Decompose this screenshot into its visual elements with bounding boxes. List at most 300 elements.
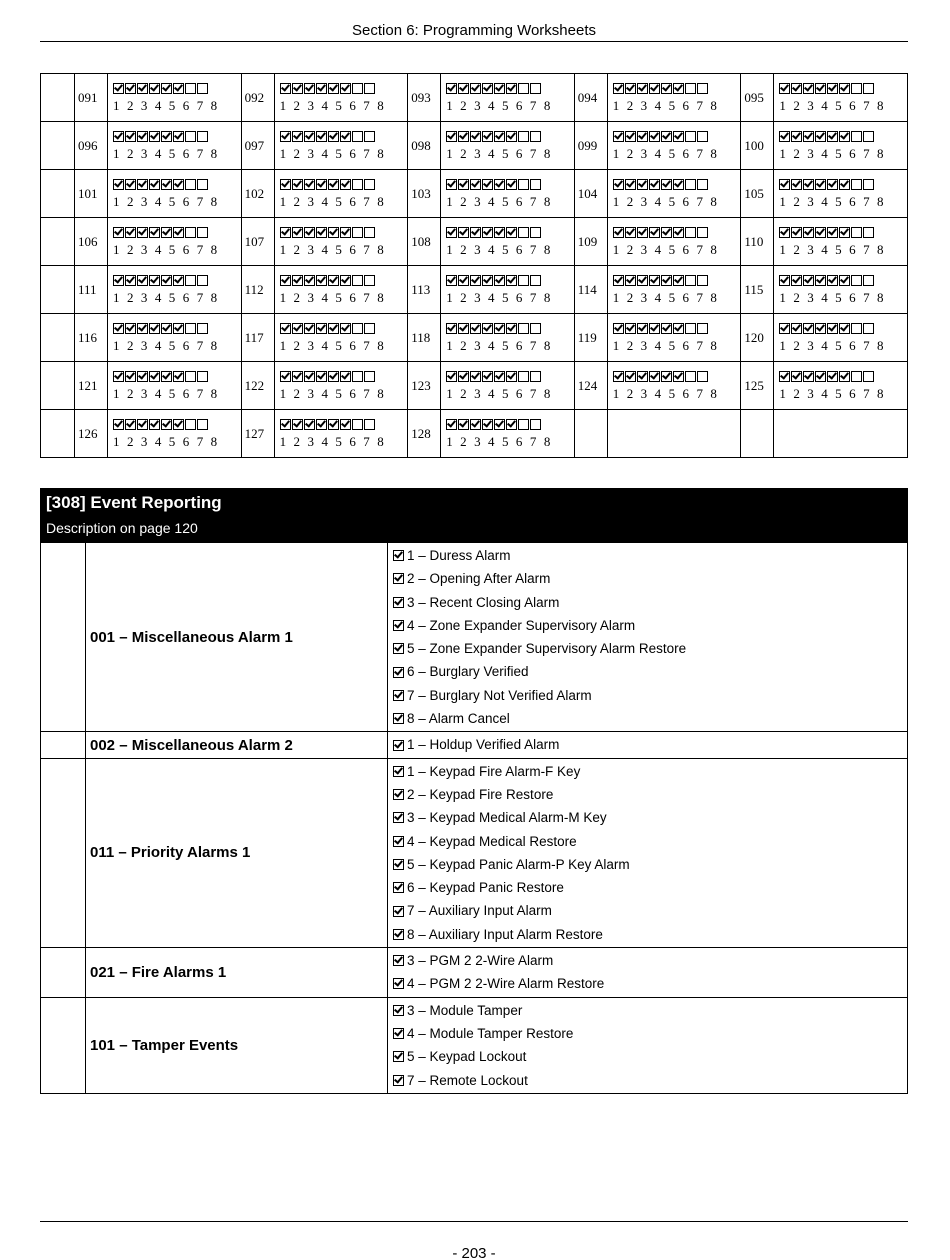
checked-box-icon[interactable] — [779, 371, 790, 382]
unchecked-box-icon[interactable] — [530, 419, 541, 430]
unchecked-box-icon[interactable] — [518, 131, 529, 142]
checked-box-icon[interactable] — [149, 419, 160, 430]
checked-box-icon[interactable] — [649, 275, 660, 286]
checked-box-icon[interactable] — [292, 275, 303, 286]
checked-box-icon[interactable] — [625, 323, 636, 334]
checked-box-icon[interactable] — [280, 227, 291, 238]
checked-box-icon[interactable] — [137, 227, 148, 238]
checked-box-icon[interactable] — [827, 275, 838, 286]
unchecked-box-icon[interactable] — [685, 323, 696, 334]
checked-box-icon[interactable] — [149, 83, 160, 94]
checked-box-icon[interactable] — [458, 83, 469, 94]
checked-box-icon[interactable] — [393, 620, 404, 631]
checked-box-icon[interactable] — [637, 179, 648, 190]
checked-box-icon[interactable] — [328, 419, 339, 430]
checked-box-icon[interactable] — [292, 371, 303, 382]
checked-box-icon[interactable] — [292, 179, 303, 190]
unchecked-box-icon[interactable] — [697, 371, 708, 382]
unchecked-box-icon[interactable] — [352, 179, 363, 190]
checked-box-icon[interactable] — [815, 131, 826, 142]
checked-box-icon[interactable] — [393, 1075, 404, 1086]
checked-box-icon[interactable] — [393, 859, 404, 870]
checked-box-icon[interactable] — [803, 323, 814, 334]
checked-box-icon[interactable] — [340, 179, 351, 190]
checked-box-icon[interactable] — [280, 83, 291, 94]
checked-box-icon[interactable] — [125, 179, 136, 190]
checked-box-icon[interactable] — [125, 227, 136, 238]
checked-box-icon[interactable] — [637, 371, 648, 382]
unchecked-box-icon[interactable] — [197, 83, 208, 94]
checked-box-icon[interactable] — [637, 323, 648, 334]
unchecked-box-icon[interactable] — [685, 83, 696, 94]
checked-box-icon[interactable] — [113, 179, 124, 190]
checked-box-icon[interactable] — [506, 371, 517, 382]
checked-box-icon[interactable] — [125, 131, 136, 142]
checked-box-icon[interactable] — [827, 83, 838, 94]
checked-box-icon[interactable] — [827, 179, 838, 190]
checked-box-icon[interactable] — [506, 131, 517, 142]
checked-box-icon[interactable] — [803, 371, 814, 382]
checked-box-icon[interactable] — [161, 323, 172, 334]
checked-box-icon[interactable] — [340, 227, 351, 238]
checked-box-icon[interactable] — [791, 179, 802, 190]
checked-box-icon[interactable] — [779, 275, 790, 286]
checked-box-icon[interactable] — [470, 227, 481, 238]
checked-box-icon[interactable] — [328, 227, 339, 238]
unchecked-box-icon[interactable] — [697, 323, 708, 334]
unchecked-box-icon[interactable] — [863, 83, 874, 94]
checked-box-icon[interactable] — [161, 131, 172, 142]
unchecked-box-icon[interactable] — [697, 131, 708, 142]
checked-box-icon[interactable] — [328, 131, 339, 142]
checked-box-icon[interactable] — [137, 131, 148, 142]
checked-box-icon[interactable] — [613, 131, 624, 142]
checked-box-icon[interactable] — [613, 275, 624, 286]
checked-box-icon[interactable] — [393, 713, 404, 724]
checked-box-icon[interactable] — [661, 371, 672, 382]
checked-box-icon[interactable] — [649, 83, 660, 94]
unchecked-box-icon[interactable] — [697, 83, 708, 94]
checked-box-icon[interactable] — [613, 83, 624, 94]
checked-box-icon[interactable] — [125, 419, 136, 430]
checked-box-icon[interactable] — [280, 323, 291, 334]
unchecked-box-icon[interactable] — [185, 83, 196, 94]
unchecked-box-icon[interactable] — [530, 227, 541, 238]
checked-box-icon[interactable] — [482, 275, 493, 286]
checked-box-icon[interactable] — [161, 83, 172, 94]
checked-box-icon[interactable] — [149, 371, 160, 382]
checked-box-icon[interactable] — [839, 83, 850, 94]
checked-box-icon[interactable] — [470, 83, 481, 94]
checked-box-icon[interactable] — [506, 83, 517, 94]
unchecked-box-icon[interactable] — [197, 275, 208, 286]
checked-box-icon[interactable] — [304, 131, 315, 142]
checked-box-icon[interactable] — [637, 227, 648, 238]
unchecked-box-icon[interactable] — [197, 419, 208, 430]
checked-box-icon[interactable] — [125, 323, 136, 334]
unchecked-box-icon[interactable] — [185, 179, 196, 190]
checked-box-icon[interactable] — [815, 323, 826, 334]
unchecked-box-icon[interactable] — [518, 323, 529, 334]
checked-box-icon[interactable] — [673, 371, 684, 382]
checked-box-icon[interactable] — [316, 83, 327, 94]
unchecked-box-icon[interactable] — [851, 371, 862, 382]
checked-box-icon[interactable] — [173, 83, 184, 94]
checked-box-icon[interactable] — [839, 275, 850, 286]
checked-box-icon[interactable] — [803, 275, 814, 286]
checked-box-icon[interactable] — [494, 419, 505, 430]
unchecked-box-icon[interactable] — [518, 179, 529, 190]
checked-box-icon[interactable] — [839, 323, 850, 334]
checked-box-icon[interactable] — [316, 371, 327, 382]
checked-box-icon[interactable] — [304, 371, 315, 382]
unchecked-box-icon[interactable] — [851, 227, 862, 238]
checked-box-icon[interactable] — [470, 371, 481, 382]
checked-box-icon[interactable] — [661, 179, 672, 190]
checked-box-icon[interactable] — [316, 227, 327, 238]
checked-box-icon[interactable] — [113, 131, 124, 142]
unchecked-box-icon[interactable] — [685, 371, 696, 382]
checked-box-icon[interactable] — [506, 179, 517, 190]
checked-box-icon[interactable] — [328, 371, 339, 382]
checked-box-icon[interactable] — [316, 179, 327, 190]
checked-box-icon[interactable] — [815, 227, 826, 238]
checked-box-icon[interactable] — [815, 275, 826, 286]
checked-box-icon[interactable] — [292, 83, 303, 94]
checked-box-icon[interactable] — [125, 275, 136, 286]
checked-box-icon[interactable] — [161, 227, 172, 238]
checked-box-icon[interactable] — [393, 550, 404, 561]
checked-box-icon[interactable] — [779, 83, 790, 94]
unchecked-box-icon[interactable] — [851, 323, 862, 334]
checked-box-icon[interactable] — [113, 275, 124, 286]
checked-box-icon[interactable] — [340, 83, 351, 94]
checked-box-icon[interactable] — [482, 419, 493, 430]
checked-box-icon[interactable] — [637, 275, 648, 286]
checked-box-icon[interactable] — [137, 371, 148, 382]
unchecked-box-icon[interactable] — [863, 131, 874, 142]
checked-box-icon[interactable] — [458, 419, 469, 430]
checked-box-icon[interactable] — [625, 131, 636, 142]
unchecked-box-icon[interactable] — [352, 275, 363, 286]
unchecked-box-icon[interactable] — [518, 83, 529, 94]
checked-box-icon[interactable] — [125, 83, 136, 94]
checked-box-icon[interactable] — [173, 179, 184, 190]
checked-box-icon[interactable] — [791, 227, 802, 238]
checked-box-icon[interactable] — [506, 275, 517, 286]
unchecked-box-icon[interactable] — [685, 131, 696, 142]
checked-box-icon[interactable] — [280, 179, 291, 190]
checked-box-icon[interactable] — [137, 179, 148, 190]
unchecked-box-icon[interactable] — [352, 83, 363, 94]
unchecked-box-icon[interactable] — [851, 83, 862, 94]
checked-box-icon[interactable] — [803, 179, 814, 190]
unchecked-box-icon[interactable] — [685, 179, 696, 190]
checked-box-icon[interactable] — [779, 323, 790, 334]
checked-box-icon[interactable] — [137, 323, 148, 334]
unchecked-box-icon[interactable] — [364, 419, 375, 430]
unchecked-box-icon[interactable] — [518, 227, 529, 238]
unchecked-box-icon[interactable] — [364, 83, 375, 94]
checked-box-icon[interactable] — [113, 419, 124, 430]
checked-box-icon[interactable] — [446, 131, 457, 142]
checked-box-icon[interactable] — [625, 227, 636, 238]
unchecked-box-icon[interactable] — [197, 371, 208, 382]
checked-box-icon[interactable] — [625, 179, 636, 190]
checked-box-icon[interactable] — [446, 83, 457, 94]
checked-box-icon[interactable] — [393, 812, 404, 823]
checked-box-icon[interactable] — [173, 131, 184, 142]
unchecked-box-icon[interactable] — [530, 371, 541, 382]
checked-box-icon[interactable] — [625, 83, 636, 94]
checked-box-icon[interactable] — [304, 275, 315, 286]
checked-box-icon[interactable] — [839, 371, 850, 382]
checked-box-icon[interactable] — [292, 227, 303, 238]
checked-box-icon[interactable] — [482, 227, 493, 238]
checked-box-icon[interactable] — [161, 419, 172, 430]
checked-box-icon[interactable] — [470, 179, 481, 190]
checked-box-icon[interactable] — [393, 690, 404, 701]
checked-box-icon[interactable] — [173, 275, 184, 286]
checked-box-icon[interactable] — [393, 643, 404, 654]
checked-box-icon[interactable] — [149, 275, 160, 286]
checked-box-icon[interactable] — [779, 131, 790, 142]
unchecked-box-icon[interactable] — [185, 227, 196, 238]
checked-box-icon[interactable] — [827, 323, 838, 334]
unchecked-box-icon[interactable] — [364, 131, 375, 142]
checked-box-icon[interactable] — [839, 227, 850, 238]
unchecked-box-icon[interactable] — [697, 227, 708, 238]
checked-box-icon[interactable] — [779, 227, 790, 238]
checked-box-icon[interactable] — [506, 323, 517, 334]
checked-box-icon[interactable] — [149, 131, 160, 142]
checked-box-icon[interactable] — [113, 227, 124, 238]
checked-box-icon[interactable] — [316, 323, 327, 334]
unchecked-box-icon[interactable] — [185, 323, 196, 334]
checked-box-icon[interactable] — [637, 83, 648, 94]
checked-box-icon[interactable] — [161, 371, 172, 382]
checked-box-icon[interactable] — [393, 955, 404, 966]
unchecked-box-icon[interactable] — [352, 227, 363, 238]
checked-box-icon[interactable] — [173, 419, 184, 430]
unchecked-box-icon[interactable] — [518, 371, 529, 382]
checked-box-icon[interactable] — [280, 419, 291, 430]
unchecked-box-icon[interactable] — [518, 419, 529, 430]
checked-box-icon[interactable] — [482, 323, 493, 334]
checked-box-icon[interactable] — [446, 275, 457, 286]
checked-box-icon[interactable] — [149, 227, 160, 238]
checked-box-icon[interactable] — [613, 179, 624, 190]
unchecked-box-icon[interactable] — [863, 371, 874, 382]
checked-box-icon[interactable] — [661, 227, 672, 238]
checked-box-icon[interactable] — [458, 179, 469, 190]
unchecked-box-icon[interactable] — [530, 179, 541, 190]
unchecked-box-icon[interactable] — [197, 227, 208, 238]
checked-box-icon[interactable] — [815, 83, 826, 94]
unchecked-box-icon[interactable] — [364, 227, 375, 238]
checked-box-icon[interactable] — [506, 419, 517, 430]
checked-box-icon[interactable] — [494, 275, 505, 286]
checked-box-icon[interactable] — [304, 419, 315, 430]
checked-box-icon[interactable] — [316, 131, 327, 142]
checked-box-icon[interactable] — [494, 371, 505, 382]
unchecked-box-icon[interactable] — [863, 179, 874, 190]
checked-box-icon[interactable] — [446, 419, 457, 430]
checked-box-icon[interactable] — [393, 740, 404, 751]
checked-box-icon[interactable] — [173, 323, 184, 334]
checked-box-icon[interactable] — [340, 131, 351, 142]
checked-box-icon[interactable] — [613, 227, 624, 238]
unchecked-box-icon[interactable] — [352, 323, 363, 334]
checked-box-icon[interactable] — [458, 275, 469, 286]
unchecked-box-icon[interactable] — [530, 323, 541, 334]
checked-box-icon[interactable] — [458, 371, 469, 382]
checked-box-icon[interactable] — [304, 83, 315, 94]
checked-box-icon[interactable] — [803, 83, 814, 94]
checked-box-icon[interactable] — [839, 179, 850, 190]
unchecked-box-icon[interactable] — [697, 275, 708, 286]
checked-box-icon[interactable] — [649, 323, 660, 334]
checked-box-icon[interactable] — [149, 323, 160, 334]
checked-box-icon[interactable] — [827, 227, 838, 238]
checked-box-icon[interactable] — [316, 419, 327, 430]
checked-box-icon[interactable] — [482, 371, 493, 382]
unchecked-box-icon[interactable] — [352, 371, 363, 382]
checked-box-icon[interactable] — [458, 131, 469, 142]
checked-box-icon[interactable] — [393, 836, 404, 847]
checked-box-icon[interactable] — [649, 131, 660, 142]
checked-box-icon[interactable] — [673, 227, 684, 238]
unchecked-box-icon[interactable] — [863, 275, 874, 286]
checked-box-icon[interactable] — [661, 83, 672, 94]
checked-box-icon[interactable] — [113, 323, 124, 334]
checked-box-icon[interactable] — [393, 882, 404, 893]
checked-box-icon[interactable] — [316, 275, 327, 286]
checked-box-icon[interactable] — [803, 227, 814, 238]
unchecked-box-icon[interactable] — [197, 323, 208, 334]
checked-box-icon[interactable] — [470, 131, 481, 142]
checked-box-icon[interactable] — [649, 227, 660, 238]
unchecked-box-icon[interactable] — [352, 419, 363, 430]
checked-box-icon[interactable] — [458, 227, 469, 238]
checked-box-icon[interactable] — [803, 131, 814, 142]
checked-box-icon[interactable] — [328, 275, 339, 286]
unchecked-box-icon[interactable] — [185, 131, 196, 142]
checked-box-icon[interactable] — [482, 83, 493, 94]
checked-box-icon[interactable] — [827, 371, 838, 382]
checked-box-icon[interactable] — [791, 275, 802, 286]
unchecked-box-icon[interactable] — [851, 275, 862, 286]
checked-box-icon[interactable] — [292, 323, 303, 334]
unchecked-box-icon[interactable] — [364, 371, 375, 382]
unchecked-box-icon[interactable] — [851, 131, 862, 142]
unchecked-box-icon[interactable] — [197, 179, 208, 190]
checked-box-icon[interactable] — [280, 131, 291, 142]
unchecked-box-icon[interactable] — [352, 131, 363, 142]
checked-box-icon[interactable] — [340, 275, 351, 286]
checked-box-icon[interactable] — [458, 323, 469, 334]
checked-box-icon[interactable] — [661, 131, 672, 142]
unchecked-box-icon[interactable] — [530, 131, 541, 142]
checked-box-icon[interactable] — [393, 597, 404, 608]
unchecked-box-icon[interactable] — [364, 275, 375, 286]
checked-box-icon[interactable] — [393, 573, 404, 584]
checked-box-icon[interactable] — [328, 179, 339, 190]
unchecked-box-icon[interactable] — [364, 179, 375, 190]
checked-box-icon[interactable] — [340, 371, 351, 382]
checked-box-icon[interactable] — [482, 179, 493, 190]
unchecked-box-icon[interactable] — [863, 227, 874, 238]
checked-box-icon[interactable] — [393, 906, 404, 917]
checked-box-icon[interactable] — [482, 131, 493, 142]
checked-box-icon[interactable] — [470, 275, 481, 286]
checked-box-icon[interactable] — [304, 323, 315, 334]
checked-box-icon[interactable] — [340, 419, 351, 430]
checked-box-icon[interactable] — [625, 275, 636, 286]
checked-box-icon[interactable] — [340, 323, 351, 334]
checked-box-icon[interactable] — [446, 323, 457, 334]
checked-box-icon[interactable] — [304, 227, 315, 238]
checked-box-icon[interactable] — [328, 83, 339, 94]
unchecked-box-icon[interactable] — [197, 131, 208, 142]
checked-box-icon[interactable] — [292, 419, 303, 430]
checked-box-icon[interactable] — [494, 131, 505, 142]
checked-box-icon[interactable] — [149, 179, 160, 190]
checked-box-icon[interactable] — [393, 929, 404, 940]
checked-box-icon[interactable] — [393, 1005, 404, 1016]
checked-box-icon[interactable] — [113, 83, 124, 94]
checked-box-icon[interactable] — [637, 131, 648, 142]
checked-box-icon[interactable] — [446, 227, 457, 238]
checked-box-icon[interactable] — [673, 323, 684, 334]
checked-box-icon[interactable] — [649, 371, 660, 382]
checked-box-icon[interactable] — [613, 323, 624, 334]
checked-box-icon[interactable] — [494, 83, 505, 94]
checked-box-icon[interactable] — [673, 275, 684, 286]
unchecked-box-icon[interactable] — [685, 227, 696, 238]
checked-box-icon[interactable] — [815, 179, 826, 190]
checked-box-icon[interactable] — [494, 227, 505, 238]
checked-box-icon[interactable] — [328, 323, 339, 334]
checked-box-icon[interactable] — [470, 419, 481, 430]
checked-box-icon[interactable] — [161, 275, 172, 286]
checked-box-icon[interactable] — [791, 323, 802, 334]
checked-box-icon[interactable] — [393, 789, 404, 800]
checked-box-icon[interactable] — [470, 323, 481, 334]
checked-box-icon[interactable] — [613, 371, 624, 382]
checked-box-icon[interactable] — [815, 371, 826, 382]
checked-box-icon[interactable] — [494, 323, 505, 334]
checked-box-icon[interactable] — [161, 179, 172, 190]
checked-box-icon[interactable] — [393, 1028, 404, 1039]
checked-box-icon[interactable] — [173, 371, 184, 382]
checked-box-icon[interactable] — [393, 978, 404, 989]
unchecked-box-icon[interactable] — [185, 371, 196, 382]
checked-box-icon[interactable] — [673, 83, 684, 94]
checked-box-icon[interactable] — [673, 131, 684, 142]
checked-box-icon[interactable] — [661, 323, 672, 334]
checked-box-icon[interactable] — [137, 83, 148, 94]
unchecked-box-icon[interactable] — [364, 323, 375, 334]
checked-box-icon[interactable] — [649, 179, 660, 190]
checked-box-icon[interactable] — [393, 667, 404, 678]
checked-box-icon[interactable] — [791, 371, 802, 382]
checked-box-icon[interactable] — [280, 371, 291, 382]
checked-box-icon[interactable] — [292, 131, 303, 142]
checked-box-icon[interactable] — [125, 371, 136, 382]
unchecked-box-icon[interactable] — [518, 275, 529, 286]
checked-box-icon[interactable] — [839, 131, 850, 142]
